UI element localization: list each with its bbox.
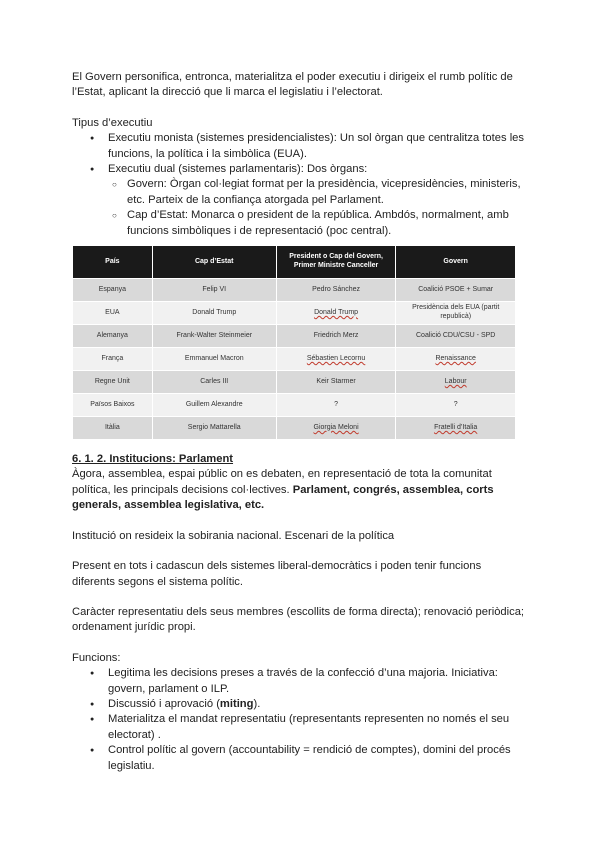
caracter-paragraph: Caràcter representatiu dels seus membres (escollits de forma directa); renovació periòdica; ordenament jurídic propi. — [72, 605, 525, 634]
table-header-cell: President o Cap del Govern, Primer Ministre Canceller — [276, 246, 396, 279]
table-cell: EUA — [73, 302, 153, 325]
list-item-text: ). — [253, 697, 261, 710]
table-cell: ? — [396, 394, 516, 417]
table-cell: Guillem Alexandre — [152, 394, 276, 417]
table-cell: Felip VI — [152, 279, 276, 302]
table-cell-text: Labour — [444, 377, 467, 385]
list-item: ● Materialitza el mandat representatiu (representants representen no només el seu electorat) . — [72, 712, 527, 743]
table-cell: Coalició CDU/CSU - SPD — [396, 325, 516, 348]
sub-list-item: ○ Cap d’Estat: Monarca o president de la república. Ambdós, normalment, amb funcions simbòliques i de representació (poc central). — [72, 208, 527, 239]
functions-title: Funcions: — [72, 651, 121, 664]
table-row — [73, 325, 516, 348]
table-cell: Emmanuel Macron — [152, 348, 276, 371]
types-title: Tipus d’executiu — [72, 116, 153, 129]
table-row — [73, 302, 516, 325]
present-paragraph: Present en tots i cadascun dels sistemes liberal-democràtics i poden tenir funcions diferents segons el sistema polític. — [72, 560, 482, 588]
sub-list-item: ○ Govern: Òrgan col·legiat format per la presidència, vicepresidències, ministeris, etc. Parteix de la confiança atorgada pel Parlament. — [72, 177, 527, 208]
table-cell: Donald Trump — [152, 302, 276, 325]
agora-bold-text: Parlament, congrés, assemblea, corts generals, assemblea legislativa, etc. — [72, 483, 494, 512]
table-cell-text: Sébastien Lecornu — [306, 354, 366, 362]
list-item: ● Legitima les decisions preses a través de la confecció d’una majoria. Iniciativa: govern, parlament o ILP. — [72, 666, 527, 697]
table-cell: Països Baixos — [73, 394, 153, 417]
table-header-cell: País — [73, 246, 153, 279]
table-cell — [276, 417, 396, 440]
table-row — [73, 348, 516, 371]
table-header-row — [73, 246, 516, 279]
agora-text: Àgora, assemblea, espai públic on es debaten, en representació de tota la comunitat política, les principals decisions col·lectives. — [72, 468, 492, 496]
table-cell: Carles III — [152, 371, 276, 394]
table-cell: Frank-Walter Steinmeier — [152, 325, 276, 348]
table-row — [73, 417, 516, 440]
table-row — [73, 279, 516, 302]
list-item-bold-text: miting — [219, 697, 254, 710]
functions-list — [72, 666, 527, 774]
table-cell: Sergio Mattarella — [152, 417, 276, 440]
table-cell — [396, 371, 516, 394]
table-header-cell: Govern — [396, 246, 516, 279]
table-cell — [276, 348, 396, 371]
table-cell-text: Giorgia Meloni — [313, 423, 359, 431]
table-cell — [396, 417, 516, 440]
table-header-cell: Cap d’Estat — [152, 246, 276, 279]
sobirania-paragraph: Institució on resideix la sobirania nacional. Escenari de la política — [72, 529, 395, 542]
table-cell: ? — [276, 394, 396, 417]
list-item — [72, 131, 527, 162]
table-row — [73, 394, 516, 417]
list-item-text: Discussió i aprovació ( — [108, 697, 220, 710]
sub-list — [72, 177, 527, 239]
intro-paragraph: El Govern personifica, entronca, materialitza el poder executiu i dirigeix el rumb polític de l’Estat, aplicant la direcció que li marca el legislatiu i l’electorat. — [72, 71, 513, 99]
table-cell: Espanya — [73, 279, 153, 302]
government-table — [72, 245, 516, 440]
table-cell — [396, 348, 516, 371]
table-cell: Pedro Sánchez — [276, 279, 396, 302]
table-cell: Alemanya — [73, 325, 153, 348]
table-cell: Regne Unit — [73, 371, 153, 394]
table-cell-text: Renaissance — [435, 354, 476, 362]
table-row — [73, 371, 516, 394]
table-cell: Coalició PSOE + Sumar — [396, 279, 516, 302]
table-cell: Keir Starmer — [276, 371, 396, 394]
agora-paragraph — [72, 467, 527, 513]
section-heading: 6. 1. 2. Institucions: Parlament — [72, 453, 234, 466]
table-cell-text: Donald Trump — [314, 308, 359, 316]
document-body — [72, 70, 527, 774]
table-cell-text: Fratelli d’Italia — [434, 423, 478, 431]
types-list — [72, 131, 527, 239]
table-cell: Itàlia — [73, 417, 153, 440]
table-cell — [276, 302, 396, 325]
list-item-text: Executiu monista (sistemes presidencialistes): Un sol òrgan que centralitza totes les funcions, la política i la simbòlica (EUA). — [108, 132, 524, 160]
list-item — [72, 697, 527, 712]
list-item — [72, 162, 527, 239]
list-item: ● Control polític al govern (accountability = rendició de comptes), domini del procés legislatiu. — [72, 743, 527, 774]
list-item-text: Executiu dual (sistemes parlamentaris): Dos òrgans: — [108, 163, 368, 176]
table-cell: França — [73, 348, 153, 371]
table-cell: Presidència dels EUA (partit republicà) — [396, 302, 516, 325]
table-cell: Friedrich Merz — [276, 325, 396, 348]
